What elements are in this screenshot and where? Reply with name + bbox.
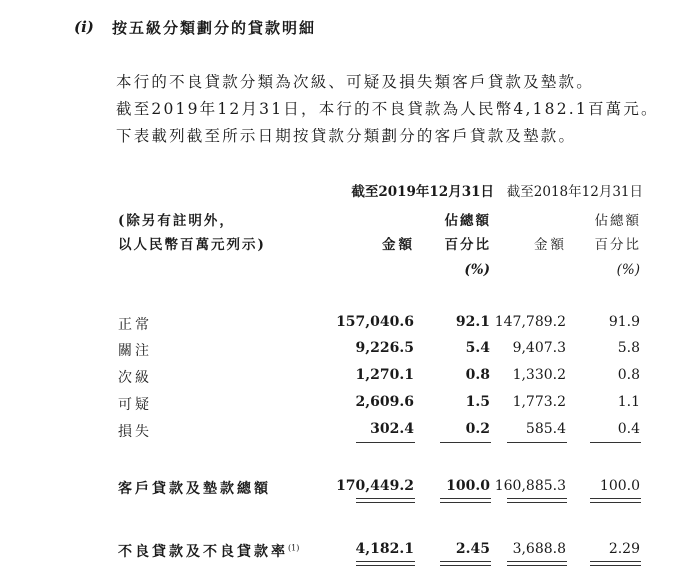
- pct-2019: 92.1: [455, 314, 490, 330]
- npl-rule-pct-2019: [440, 561, 491, 566]
- pct-2019: 0.2: [465, 421, 490, 437]
- subtotal-rule-amount-2018: [507, 442, 567, 443]
- pct-2019: 1.5: [465, 394, 490, 410]
- npl-footnote: (1): [288, 543, 300, 553]
- total-label: 客戶貸款及墊款總額: [118, 481, 271, 497]
- paragraph-line-2: 截至2019年12月31日，本行的不良貸款為人民幣4,182.1百萬元。: [116, 100, 659, 118]
- subtotal-rule-pct-2019: [440, 442, 491, 443]
- amount-2019: 157,040.6: [336, 314, 414, 330]
- npl-rate-2019: 2.45: [455, 541, 490, 557]
- pct-2019: 5.4: [465, 340, 490, 356]
- period-2018-header: 截至2018年12月31日: [506, 184, 643, 200]
- row-label: 可疑: [118, 397, 152, 413]
- section-title: 按五級分類劃分的貸款明細: [112, 19, 317, 37]
- amount-2019: 302.4: [370, 421, 414, 437]
- amount-2018: 1,330.2: [512, 367, 566, 383]
- pct-2018: 5.8: [617, 340, 640, 356]
- total-pct-2018: 100.0: [599, 478, 640, 494]
- pct-2018: 0.8: [617, 367, 640, 383]
- npl-rule-amount-2018: [507, 561, 567, 566]
- pct-unit-2018: (%): [616, 262, 640, 278]
- subtotal-rule-amount-2019: [356, 442, 415, 443]
- pct-2018: 0.4: [617, 421, 640, 437]
- table-note-line-1: (除另有註明外，: [118, 213, 235, 229]
- total-rule-amount-2018: [507, 498, 567, 503]
- amount-2018: 1,773.2: [512, 394, 566, 410]
- section-number: (i): [74, 18, 94, 36]
- npl-rate-2018: 2.29: [608, 541, 640, 557]
- amount-2018: 9,407.3: [512, 340, 566, 356]
- row-label: 損失: [118, 424, 152, 440]
- total-amount-2018: 160,885.3: [494, 478, 566, 494]
- amount-2019: 9,226.5: [355, 340, 414, 356]
- subtotal-rule-pct-2018: [590, 442, 641, 443]
- amount-2018: 147,789.2: [494, 314, 566, 330]
- pct-2018: 1.1: [617, 394, 640, 410]
- pct-2019: 0.8: [465, 367, 490, 383]
- paragraph-line-1: 本行的不良貸款分類為次級、可疑及損失類客戶貸款及墊款。: [116, 73, 594, 91]
- paragraph-line-3: 下表載列截至所示日期按貸款分類劃分的客戶貸款及墊款。: [116, 127, 577, 145]
- amount-2019: 1,270.1: [355, 367, 414, 383]
- share-header-2019: 佔總額: [444, 213, 491, 229]
- amount-header-2019: 金額: [382, 237, 415, 253]
- share-header-2018: 佔總額: [594, 213, 641, 229]
- total-amount-2019: 170,449.2: [336, 478, 414, 494]
- amount-header-2018: 金額: [534, 237, 567, 253]
- npl-rule-pct-2018: [590, 561, 641, 566]
- row-label: 正常: [118, 317, 152, 333]
- total-pct-2019: 100.0: [446, 478, 490, 494]
- period-2019-header: 截至2019年12月31日: [351, 184, 494, 200]
- pct-header-2018: 百分比: [594, 237, 641, 253]
- npl-amount-2018: 3,688.8: [512, 541, 566, 557]
- pct-header-2019: 百分比: [444, 237, 491, 253]
- npl-label-text: 不良貸款及不良貸款率: [118, 544, 288, 560]
- table-note-line-2: 以人民幣百萬元列示): [118, 237, 266, 253]
- row-label: 次級: [118, 370, 152, 386]
- total-rule-amount-2019: [356, 498, 415, 503]
- pct-2018: 91.9: [608, 314, 640, 330]
- amount-2019: 2,609.6: [355, 394, 414, 410]
- npl-label: [118, 541, 299, 561]
- amount-2018: 585.4: [525, 421, 566, 437]
- npl-amount-2019: 4,182.1: [355, 541, 414, 557]
- row-label: 關注: [118, 343, 152, 359]
- pct-unit-2019: (%): [464, 262, 490, 278]
- total-rule-pct-2018: [590, 498, 641, 503]
- total-rule-pct-2019: [440, 498, 491, 503]
- npl-rule-amount-2019: [356, 561, 415, 566]
